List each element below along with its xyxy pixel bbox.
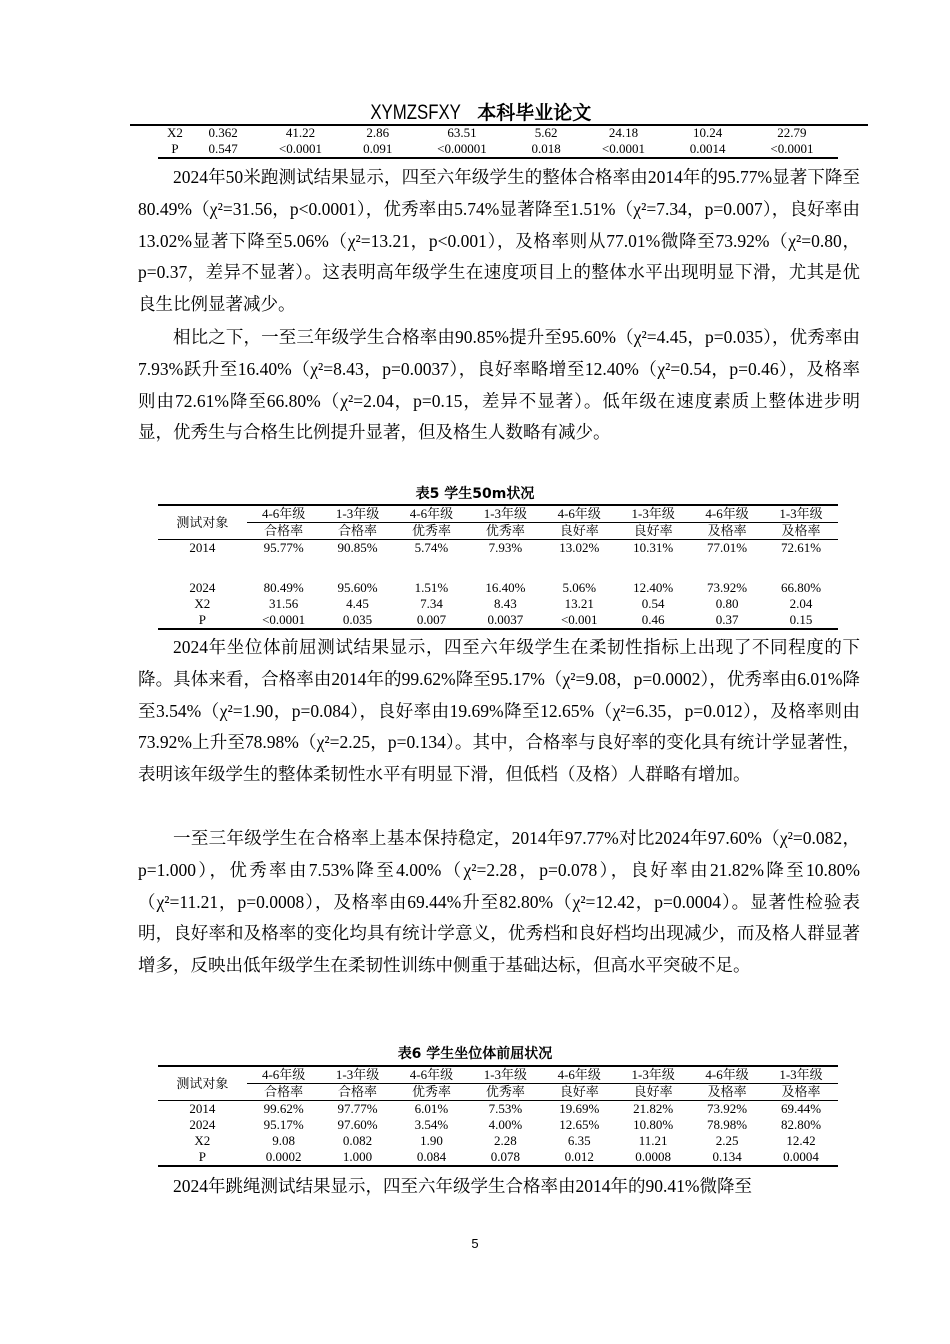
grade-header: 4-6年级 [395, 1066, 469, 1084]
table-cell: 63.51 [447, 125, 477, 140]
table-cell: 41.22 [285, 125, 316, 140]
table-cell: 12.65% [559, 1117, 600, 1132]
grade-header: 1-3年级 [468, 1066, 542, 1084]
table-cell: 90.85% [337, 540, 378, 555]
table-cell: 0.37 [715, 612, 739, 627]
table-cell: 10.24 [693, 125, 723, 140]
table-cell: 77.01% [707, 540, 748, 555]
metric-header: 及格率 [690, 523, 764, 540]
row-label: P [171, 141, 179, 156]
table-cell: 16.40% [485, 580, 526, 595]
table-cell: 6.35 [567, 1133, 591, 1148]
metric-header: 良好率 [542, 1084, 616, 1101]
row-label: 2024 [189, 580, 216, 595]
table-cell: 21.82% [633, 1101, 674, 1116]
table-cell: 1.51% [414, 580, 449, 595]
paragraph-rope-skipping: 2024年跳绳测试结果显示，四至六年级学生合格率由2014年的90.41%微降至 [173, 1176, 752, 1196]
table-cell: 0.0014 [689, 141, 726, 156]
table-cell: 0.035 [342, 612, 373, 627]
row-label: P [198, 612, 206, 627]
table-cell: 8.43 [493, 596, 517, 611]
table-row [158, 141, 838, 158]
metric-header: 良好率 [542, 523, 616, 540]
table-row [158, 1101, 838, 1118]
table-cell: 0.0002 [265, 1149, 302, 1164]
table-cell: 82.80% [780, 1117, 822, 1132]
corner-header: 测试对象 [158, 505, 247, 540]
table-cell: 2.28 [493, 1133, 517, 1148]
table-cell: 0.0008 [635, 1149, 672, 1164]
table-row [158, 125, 838, 141]
table-cell: <0.0001 [262, 612, 306, 627]
header-latin: XYMZSFXY [370, 101, 461, 124]
table-cell: 5.62 [534, 125, 558, 140]
table-cell: 73.92% [707, 1101, 748, 1116]
table-cell: 73.92% [707, 580, 748, 595]
metric-header: 良好率 [616, 1084, 690, 1101]
table-cell: 9.08 [272, 1133, 296, 1148]
grade-header: 1-3年级 [321, 505, 395, 523]
table-cell: 2.86 [366, 125, 390, 140]
table-row [158, 1133, 838, 1149]
table-cell: 95.77% [263, 540, 304, 555]
grade-header: 4-6年级 [690, 1066, 764, 1084]
table-cell: 0.091 [363, 141, 393, 156]
metric-header: 合格率 [247, 523, 321, 540]
table-cell: 0.007 [416, 612, 447, 627]
table-cell: 5.06% [562, 580, 597, 595]
table-cell: 0.018 [531, 141, 561, 156]
grade-header: 4-6年级 [247, 505, 321, 523]
metric-header: 及格率 [764, 523, 838, 540]
table-row [158, 612, 838, 629]
table-cell: 99.62% [263, 1101, 304, 1116]
table-cell: 13.02% [559, 540, 600, 555]
metric-header: 良好率 [616, 523, 690, 540]
table-6-caption: 表6 学生坐位体前屈状况 [397, 1046, 553, 1062]
table-cell: 10.80% [633, 1117, 674, 1132]
table-cell: 78.98% [707, 1117, 748, 1132]
table-cell: 95.17% [263, 1117, 304, 1132]
table-cell: 1.90 [420, 1133, 443, 1148]
table-cell: 7.93% [488, 540, 523, 555]
paragraph-sit-reach-grades-4-6: 2024年坐位体前屈测试结果显示，四至六年级学生在柔韧性指标上出现了不同程度的下降。具体来看，合格率由2014年的99.62%降至95.17%（χ²=9.08，p=0.0002），优秀率由6.01%降至3.54%（χ²=1.90，p=0.084），良好率由19.69%降至12.65%（χ²=6.35，p=0.012），及格率则由73.92%上升至78.98%（χ²=2.25，p=0.134）。其中，合格率与良好率的变化具有统计学显著性，表明该年级学生的整体柔韧性水平有明显下滑，但低档（及格）人群略有增加。 [138, 637, 860, 785]
header-title: 本科毕业论文 [477, 102, 592, 124]
grade-header: 1-3年级 [616, 1066, 690, 1084]
table-cell: 95.60% [337, 580, 378, 595]
table-cell: 66.80% [780, 580, 822, 595]
grade-header: 1-3年级 [764, 505, 838, 523]
table-cell: 7.34 [420, 596, 443, 611]
table-cell: 13.21 [564, 596, 594, 611]
table-cell: 11.21 [638, 1133, 668, 1148]
table-cell: 12.42 [786, 1133, 816, 1148]
metric-header-row [158, 523, 838, 540]
table-cell: <0.0001 [278, 141, 322, 156]
grade-header: 4-6年级 [542, 1066, 616, 1084]
table-4-continuation [158, 125, 838, 159]
table-cell: 0.362 [208, 125, 238, 140]
metric-header: 合格率 [321, 1084, 395, 1101]
row-label: X2 [167, 125, 183, 140]
grade-header: 1-3年级 [468, 505, 542, 523]
paragraph-sit-reach-grades-1-3: 一至三年级学生在合格率上基本保持稳定，2014年97.77%对比2024年97.60%（χ²=0.082，p=1.000），优秀率由7.53%降至4.00%（χ²=2.28，p=0.078），良好率由21.82%降至10.80%（χ²=11.21，p=0.0008），及格率由69.44%升至82.80%（χ²=12.42，p=0.0004）。显著性检验表明，良好率和及格率的变化均具有统计学意义，优秀档和良好档均出现减少，而及格人群显著增多，反映出低年级学生在柔韧性训练中侧重于基础达标，但高水平突破不足。 [138, 828, 860, 976]
table-cell: 80.49% [263, 580, 304, 595]
page-number: 5 [471, 1236, 479, 1251]
table-cell: 2.04 [789, 596, 813, 611]
table-cell: 0.084 [416, 1149, 447, 1164]
paragraph-50m-grades-1-3: 相比之下，一至三年级学生合格率由90.85%提升至95.60%（χ²=4.45，p=0.035），优秀率由7.93%跃升至16.40%（χ²=8.43，p=0.0037），良好率略增至12.40%（χ²=0.54，p=0.46），及格率则由72.61%降至66.80%（χ²=2.04，p=0.15，差异不显著）。低年级在速度素质上整体进步明显，优秀生与合格生比例提升显著，但及格生人数略有减少。 [138, 327, 860, 443]
metric-header: 及格率 [764, 1084, 838, 1101]
table-cell: 4.45 [346, 596, 369, 611]
metric-header: 优秀率 [468, 523, 542, 540]
row-label: 2024 [189, 1117, 216, 1132]
grade-header: 4-6年级 [395, 505, 469, 523]
table-5-caption: 表5 学生50m状况 [415, 486, 535, 502]
table-cell: 0.80 [715, 596, 739, 611]
grade-header: 1-3年级 [616, 505, 690, 523]
table-cell: 1.000 [342, 1149, 373, 1164]
table-cell: 2.25 [715, 1133, 739, 1148]
metric-header-row [158, 1084, 838, 1101]
table-cell: 12.40% [633, 580, 674, 595]
row-label: 2014 [189, 540, 216, 555]
metric-header: 及格率 [690, 1084, 764, 1101]
page-header [0, 98, 950, 125]
table-row [158, 1149, 838, 1166]
table-cell: 10.31% [633, 540, 674, 555]
table-row [158, 1117, 838, 1133]
grade-header: 4-6年级 [247, 1066, 321, 1084]
table-cell: <0.001 [560, 612, 598, 627]
grade-header: 1-3年级 [321, 1066, 395, 1084]
table-cell: 0.15 [789, 612, 813, 627]
table-cell: 19.69% [559, 1101, 600, 1116]
table-row [158, 596, 838, 612]
row-label: 2014 [189, 1101, 216, 1116]
table-cell: <0.0001 [601, 141, 645, 156]
metric-header: 优秀率 [395, 523, 469, 540]
table-cell: 4.00% [488, 1117, 523, 1132]
table-5 [158, 504, 838, 630]
table-cell: 0.54 [641, 596, 665, 611]
metric-header: 优秀率 [468, 1084, 542, 1101]
table-6 [158, 1065, 838, 1167]
table-cell: 24.18 [608, 125, 639, 140]
grade-header: 1-3年级 [764, 1066, 838, 1084]
table-cell: 97.77% [337, 1101, 378, 1116]
corner-header: 测试对象 [158, 1066, 247, 1101]
table-cell: 6.01% [414, 1101, 449, 1116]
table-cell: 0.082 [342, 1133, 373, 1148]
table-cell: 0.547 [208, 141, 238, 156]
table-cell: 0.0037 [487, 612, 524, 627]
row-label: X2 [194, 596, 211, 611]
header-row [158, 505, 838, 523]
paragraph-50m-grades-4-6: 2024年50米跑测试结果显示，四至六年级学生的整体合格率由2014年的95.77%显著下降至80.49%（χ²=31.56，p<0.0001），优秀率由5.74%显著降至1.51%（χ²=7.34，p=0.007），良好率由13.02%显著下降至5.06%（χ²=13.21，p<0.001），及格率则从77.01%微降至73.92%（χ²=0.80，p=0.37，差异不显著）。这表明高年级学生在速度项目上的整体水平出现明显下滑，尤其是优良生比例显著减少。 [138, 167, 860, 315]
table-cell: 7.53% [488, 1101, 523, 1116]
table-cell: 0.078 [490, 1149, 520, 1164]
table-cell: 0.012 [564, 1149, 594, 1164]
table-row [158, 580, 838, 596]
table-cell: 69.44% [780, 1101, 822, 1116]
table-cell: 0.46 [641, 612, 665, 627]
table-cell: 0.0004 [783, 1149, 819, 1164]
table-cell: 0.134 [712, 1149, 742, 1164]
table-cell: <0.00001 [437, 141, 487, 156]
metric-header: 合格率 [321, 523, 395, 540]
table-row [158, 540, 838, 581]
table-cell: 72.61% [780, 540, 822, 555]
row-label: X2 [194, 1133, 211, 1148]
table-cell: <0.0001 [770, 141, 814, 156]
table-cell: 97.60% [337, 1117, 378, 1132]
table-cell: 22.79 [777, 125, 807, 140]
grade-header: 4-6年级 [542, 505, 616, 523]
metric-header: 优秀率 [395, 1084, 469, 1101]
header-row [158, 1066, 838, 1084]
metric-header: 合格率 [247, 1084, 321, 1101]
grade-header: 4-6年级 [690, 505, 764, 523]
table-cell: 31.56 [269, 596, 299, 611]
row-label: P [198, 1149, 206, 1164]
table-cell: 3.54% [414, 1117, 449, 1132]
table-cell: 5.74% [414, 540, 449, 555]
